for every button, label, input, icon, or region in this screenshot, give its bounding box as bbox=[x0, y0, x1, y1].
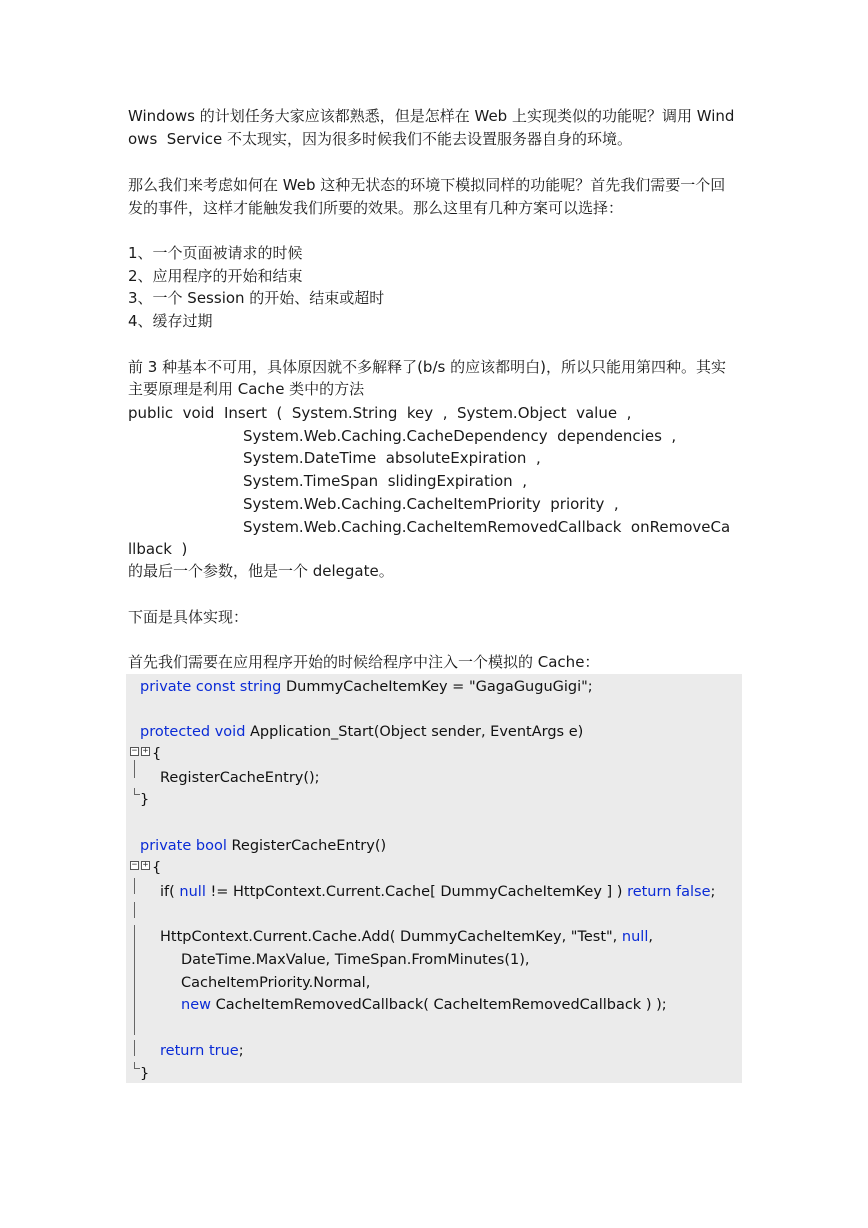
signature-line: System.DateTime absoluteExpiration , bbox=[243, 449, 541, 467]
outline-bar bbox=[134, 760, 135, 778]
code-keyword: return false bbox=[627, 884, 711, 900]
code-brace: } bbox=[140, 792, 150, 808]
code-text: HttpContext.Current.Cache.Add( DummyCacheItemKey, "Test", bbox=[160, 929, 622, 945]
code-line bbox=[140, 835, 386, 857]
paragraph-2-line-2: 发的事件，这样才能触发我们所要的效果。那么这里有几种方案可以选择： bbox=[128, 199, 624, 217]
code-text: ; bbox=[238, 1043, 244, 1059]
code-line bbox=[181, 994, 667, 1016]
code-text: ; bbox=[710, 884, 716, 900]
code-keyword: new bbox=[181, 997, 211, 1013]
code-line bbox=[140, 721, 583, 743]
code-text: DummyCacheItemKey = "GagaGuguGigi"; bbox=[281, 679, 593, 695]
list-item: 3、一个 Session 的开始、结束或超时 bbox=[128, 289, 385, 307]
paragraph-4: 的最后一个参数，他是一个 delegate。 bbox=[128, 562, 394, 580]
outline-bar bbox=[134, 878, 135, 894]
expand-icon[interactable]: + bbox=[142, 746, 149, 756]
paragraph-6: 首先我们需要在应用程序开始的时候给程序中注入一个模拟的 Cache： bbox=[128, 653, 600, 671]
outline-bar bbox=[134, 1040, 135, 1056]
code-keyword: protected void bbox=[140, 724, 246, 740]
code-brace: } bbox=[140, 1066, 150, 1082]
code-line: DateTime.MaxValue, TimeSpan.FromMinutes(1), bbox=[181, 952, 530, 968]
collapse-icon[interactable]: − bbox=[131, 860, 138, 870]
expand-icon[interactable]: + bbox=[142, 860, 149, 870]
code-keyword: null bbox=[621, 929, 649, 945]
code-keyword: private bool bbox=[140, 838, 227, 854]
code-line bbox=[140, 676, 593, 698]
code-text: , bbox=[648, 929, 653, 945]
signature-line: System.Web.Caching.CacheDependency dependencies , bbox=[243, 427, 677, 445]
signature-line: llback ) bbox=[128, 540, 188, 558]
outline-bar bbox=[134, 902, 135, 918]
signature-line: System.TimeSpan slidingExpiration , bbox=[243, 472, 527, 490]
list-item: 4、缓存过期 bbox=[128, 312, 213, 330]
paragraph-5: 下面是具体实现： bbox=[128, 608, 249, 626]
outline-bar bbox=[134, 925, 135, 1035]
paragraph-1-line-2: ows Service 不太现实，因为很多时候我们不能去设置服务器自身的环境。 bbox=[128, 130, 633, 148]
code-line: RegisterCacheEntry(); bbox=[160, 770, 320, 786]
code-text: CacheItemRemovedCallback( CacheItemRemovedCallback ) ); bbox=[210, 997, 667, 1013]
code-keyword: private const string bbox=[140, 679, 282, 695]
code-text: != HttpContext.Current.Cache[ DummyCacheItemKey ] ) bbox=[205, 884, 628, 900]
code-text: Application_Start(Object sender, EventArgs e) bbox=[245, 724, 584, 740]
code-keyword: return true bbox=[160, 1043, 239, 1059]
signature-line: System.Web.Caching.CacheItemPriority priority , bbox=[243, 495, 619, 513]
paragraph-1-line-1: Windows 的计划任务大家应该都熟悉，但是怎样在 Web 上实现类似的功能呢？调用 Wind bbox=[128, 107, 735, 125]
code-line bbox=[160, 881, 715, 903]
list-item: 2、应用程序的开始和结束 bbox=[128, 267, 303, 285]
paragraph-3-line-2: 主要原理是利用 Cache 类中的方法 bbox=[128, 380, 365, 398]
list-item: 1、一个页面被请求的时候 bbox=[128, 244, 303, 262]
collapse-icon[interactable]: − bbox=[131, 746, 138, 756]
code-text: RegisterCacheEntry() bbox=[226, 838, 387, 854]
paragraph-2-line-1: 那么我们来考虑如何在 Web 这种无状态的环境下模拟同样的功能呢？首先我们需要一个回 bbox=[128, 176, 726, 194]
code-line bbox=[160, 1040, 244, 1062]
signature-line: public void Insert ( System.String key , System.Object value , bbox=[128, 404, 632, 422]
signature-line: System.Web.Caching.CacheItemRemovedCallback onRemoveCa bbox=[243, 518, 731, 536]
code-brace: { bbox=[152, 746, 162, 762]
code-line: CacheItemPriority.Normal, bbox=[181, 975, 371, 991]
code-line bbox=[160, 926, 653, 948]
code-text: if( bbox=[160, 884, 180, 900]
paragraph-3-line-1: 前 3 种基本不可用，具体原因就不多解释了(b/s 的应该都明白)，所以只能用第四种。其实 bbox=[128, 358, 726, 376]
code-brace: { bbox=[152, 860, 162, 876]
code-keyword: null bbox=[179, 884, 206, 900]
